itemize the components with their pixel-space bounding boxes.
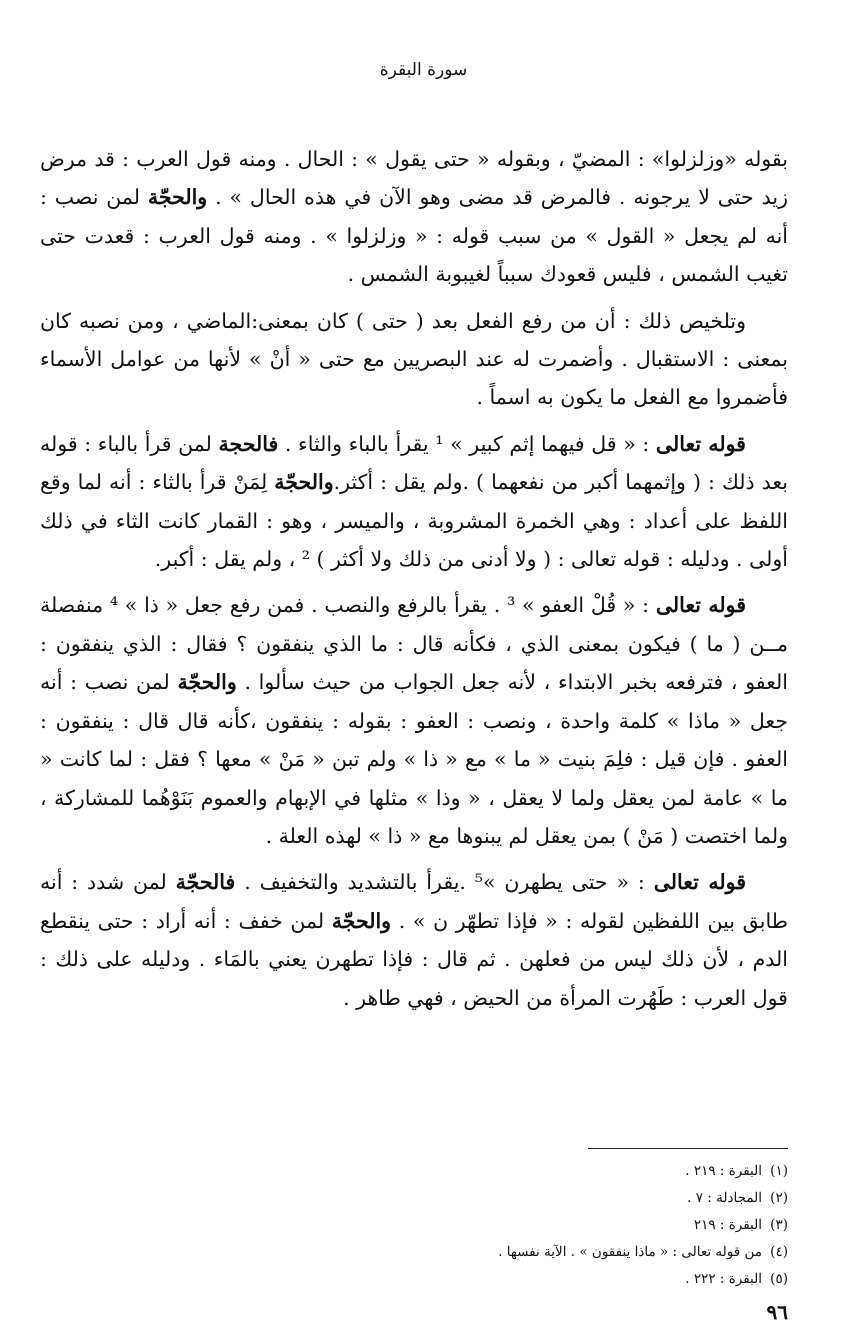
paragraph: [40, 302, 788, 417]
bold-phrase: قوله تعالى: [655, 593, 746, 618]
footnote: [40, 1158, 788, 1185]
bold-phrase: والحجّة: [274, 470, 334, 495]
footnote: [40, 1266, 788, 1293]
footnote-separator: [588, 1148, 788, 1149]
footnote-text: البقرة : ٢١٩: [693, 1217, 762, 1233]
footnote-text: من قوله تعالى : « ماذا ينفقون » . الآية نفسها .: [498, 1244, 762, 1260]
running-header: سورة البقرة: [379, 60, 468, 80]
text-run: لمن نصب : أنه لم يجعل « القول » من سبب قوله : « وزلزلوا » . ومنه قول العرب : قعدت حتى تغيب الشمس ، فليس قعودك سبباً لغيبوبة الشمس .: [40, 185, 788, 287]
text-run: لمن نصب : أنه جعل « ماذا » كلمة واحدة ، ونصب : العفو : بقوله : ينفقون ،كأنه قال قال : ينفقون : العفو . فإن قيل : فلِمَ بنيت « ما » مع « ذا » ولم تبن « مَنْ » معها ؟ فقل : لما كانت « ما » عامة لمن يعقل ولما لا يعقل ، « وذا » مثلها في الإبهام والعموم بَنَوْهُما للمشاركة ، ولما اختصت ( مَنْ ) بمن يعقل لم يبنوها مع « ذا » لهذه العلة .: [40, 670, 788, 848]
text-run: وتلخيص ذلك : أن من رفع الفعل بعد ( حتى ) كان بمعنى:الماضي ، ومن نصبه كان بمعنى : الاستقبال . وأضمرت له عند البصريين مع حتى « أنْ » لأنها من عوامل الأسماء فأضمروا مع الفعل ما يكون به اسماً .: [40, 308, 788, 410]
footnote: [40, 1239, 788, 1266]
footnote-text: البقرة : ٢٢٢ .: [685, 1271, 762, 1287]
page-number: ٩٦: [766, 1300, 788, 1324]
paragraph: [40, 863, 788, 1017]
footnote-number: (٥): [770, 1271, 788, 1287]
main-text: [40, 140, 788, 1025]
text-run: : « قل فيهما إثم كبير » ¹ يقرأ بالباء والثاء .: [278, 431, 656, 456]
footnote-number: (٣): [770, 1217, 788, 1233]
footnote: [40, 1185, 788, 1212]
footnote-number: (٤): [770, 1244, 788, 1260]
footnote-number: (٢): [770, 1190, 788, 1206]
bold-phrase: فالحجة: [218, 431, 279, 456]
footnote: [40, 1212, 788, 1239]
text-run: : « قُلْ العفو » ³ . يقرأ بالرفع والنصب . فمن رفع جعل « ذا » ⁴ منفصلة مــن ( ما ) فيكون بمعنى الذي ، فكأنه قال : ما الذي ينفقون ؟ فقال : الذي ينفقون : العفو ، فترفعه بخبر الابتداء ، لأنه جعل الجواب من حيث سألوا .: [40, 593, 788, 695]
bold-phrase: والحجّة: [331, 908, 392, 933]
footnote-text: المجادلة : ٧ .: [687, 1190, 762, 1206]
footnotes: [40, 1158, 788, 1293]
text-run: لمن خفف : أنه أراد : حتى ينقطع الدم ، لأن ذلك ليس من فعلهن . ثم قال : فإذا تطهرن يعني بالمَاء . ودليله على ذلك : قول العرب : طَهُرت المرأة من الحيض ، فهي طاهر .: [40, 908, 788, 1010]
text-run: بقوله «وزلزلوا» : المضيّ ، وبقوله « حتى يقول » : الحال . ومنه قول العرب : قد مرض زيد حتى لا يرجونه . فالمرض قد مضى وهو الآن في هذه الحال » .: [40, 147, 788, 210]
bold-phrase: والحجّة: [177, 670, 237, 695]
text-run: لِمَنْ قرأ بالثاء : أنه لما وقع اللفظ على أعداد : وهي الخمرة المشروبة ، والميسر ، وهو : القمار كانت الثاء في ذلك أولى . ودليله : قوله تعالى : ( ولا أدنى من ذلك ولا أكثر ) ² ، ولم يقل : أكبر.: [40, 470, 788, 572]
text-run: : « حتى يطهرن »⁵ .يقرأ بالتشديد والتخفيف .: [235, 870, 654, 895]
footnote-text: البقرة : ٢١٩ .: [685, 1163, 762, 1179]
footnote-number: (١): [770, 1163, 788, 1179]
text-run: لمن قرأ بالباء : قوله بعد ذلك : ( وإثمهما أكبر من نفعهما ) .ولم يقل : أكثر.: [40, 431, 788, 495]
paragraph: [40, 586, 788, 855]
bold-phrase: والحجّة: [147, 185, 208, 210]
bold-phrase: قوله تعالى: [655, 431, 746, 456]
paragraph: [40, 425, 788, 579]
paragraph: [40, 140, 788, 294]
text-run: لمن شدد : أنه طابق بين اللفظين لقوله : « فإذا تطهّر ن » .: [40, 870, 789, 933]
bold-phrase: قوله تعالى: [653, 870, 746, 895]
bold-phrase: فالحجّة: [175, 870, 236, 895]
